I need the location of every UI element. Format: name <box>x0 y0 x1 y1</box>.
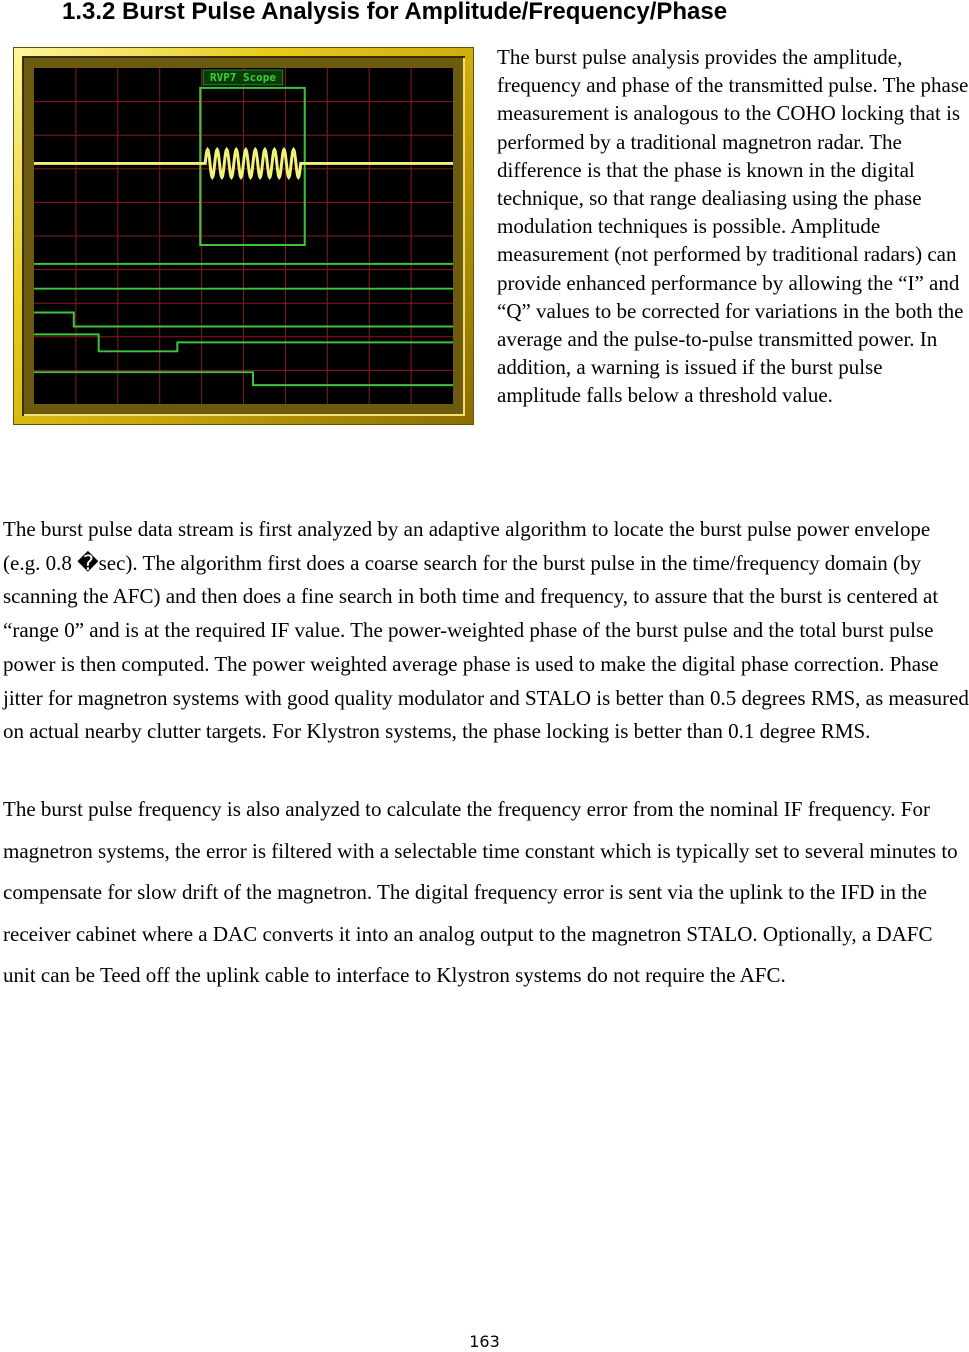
scope-title: RVP7 Scope <box>210 70 276 84</box>
rvp7-scope-image <box>13 47 474 425</box>
body-paragraph-analysis: The burst pulse data stream is first analyzed by an adaptive algorithm to locate the burst pulse power envelope (e.g. 0.8 �sec). The algorithm first does a coarse search for the burst pulse in the time/frequency domain (by scanning the AFC) and then does a fine search in both time and frequency, to assure that the burst is centered at “range 0” and is at the required IF value. The power-weighted phase of the burst pulse and the total burst pulse power is then computed. The power weighted average phase is used to make the digital phase correction. Phase jitter for magnetron systems with good quality modulator and STALO is better than 0.5 degrees RMS, as measured on actual nearby clutter targets. For Klystron systems, the phase locking is better than 0.1 degree RMS. <box>3 517 969 744</box>
scope-grid <box>34 68 453 404</box>
scope-display <box>34 68 453 404</box>
burst-envelope-gate <box>34 88 305 245</box>
scope-screen <box>34 68 453 404</box>
scope-bezel <box>22 56 465 416</box>
page-number: 163 <box>469 1332 500 1351</box>
body-paragraph-frequency: The burst pulse frequency is also analyzed to calculate the frequency error from the nominal IF frequency. For magnetron systems, the error is filtered with a selectable time constant which is typically set to several minutes to compensate for slow drift of the magnetron. The digital frequency error is sent via the uplink to the IFD in the receiver cabinet where a DAC converts it into an analog output to the magnetron STALO. Optionally, a DAFC unit can be Teed off the uplink cable to interface to Klystron systems do not require the AFC. <box>3 797 958 988</box>
burst-pulse-waveform <box>34 150 453 178</box>
section-heading: 1.3.2 Burst Pulse Analysis for Amplitude/Frequency/Phase <box>62 0 728 25</box>
scope-description: The burst pulse analysis provides the amplitude, frequency and phase of the transmitted pulse. The phase measurement is analogous to the COHO locking that is performed by a traditional magnetron radar. The difference is that the phase is known in the digital technique, so that range dealiasing using the phase modulation techniques is possible. Amplitude measurement (not performed by traditional radars) can provide enhanced performance by allowing the “I” and “Q” values to be corrected for variations in the both the average and the pulse-to-pulse transmitted power. In addition, a warning is issued if the burst pulse amplitude falls below a threshold value. <box>497 45 969 408</box>
scope-title-box <box>203 70 283 85</box>
